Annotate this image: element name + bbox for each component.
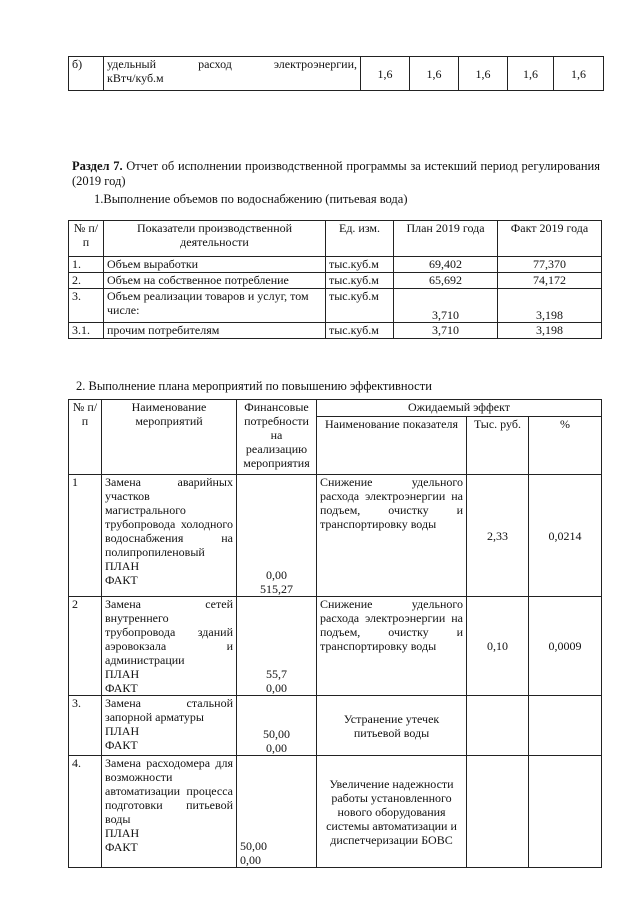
row-plan-label: ПЛАН (105, 724, 140, 738)
row-fact-value: 0,00 (266, 681, 287, 695)
row-thous (467, 696, 529, 756)
row-plan-value: 50,00 (240, 839, 267, 853)
row-num: 1 (69, 475, 102, 597)
header-unit: Ед. изм. (326, 221, 394, 257)
header-num: № п/п (69, 400, 102, 475)
row-name (102, 475, 237, 597)
top-row-index: б) (69, 57, 104, 91)
section7-label: Раздел 7. (72, 159, 123, 173)
top-row-label (104, 57, 361, 91)
table-row (69, 273, 602, 289)
row-name-text: Замена сетей внутреннего трубопровода зданий аэровокзала и администрации (105, 597, 233, 667)
row-name: Объем на собственное потребление (104, 273, 326, 289)
row-plan-label: ПЛАН (105, 826, 140, 840)
top-value: 1,6 (459, 57, 508, 91)
header-indicator: Показатели производственной деятельности (104, 221, 326, 257)
row-plan-value: 0,00 (266, 568, 287, 582)
row-num: 3. (69, 289, 104, 323)
subtitle-measures: 2. Выполнение плана мероприятий по повышению эффективности (76, 379, 432, 393)
section7-heading (72, 159, 600, 189)
row-fact: 74,172 (498, 273, 602, 289)
row-fact-value: 515,27 (260, 582, 293, 596)
row-fact-value: 0,00 (240, 853, 261, 867)
label-word: расход (198, 57, 232, 71)
row-thous: 0,10 (467, 597, 529, 696)
top-value: 1,6 (361, 57, 410, 91)
label-unit: кВтч/куб.м (107, 71, 164, 85)
header-effect: Ожидаемый эффект (317, 400, 602, 417)
row-fact: 3,198 (498, 289, 602, 323)
row-name-text: Замена стальной запорной арматуры (105, 696, 233, 724)
top-value: 1,6 (508, 57, 554, 91)
table-row (69, 323, 602, 339)
row-plan: 3,710 (394, 323, 498, 339)
header-thous: Тыс. руб. (467, 417, 529, 475)
row-thous (467, 756, 529, 868)
table-row (69, 257, 602, 273)
row-percent (529, 756, 602, 868)
row-unit: тыс.куб.м (326, 257, 394, 273)
row-name: Объем выработки (104, 257, 326, 273)
row-name: прочим потребителям (104, 323, 326, 339)
row-plan: 3,710 (394, 289, 498, 323)
table-row (69, 597, 602, 696)
table-row (69, 756, 602, 868)
row-plan-value: 55,7 (266, 667, 287, 681)
row-unit: тыс.куб.м (326, 273, 394, 289)
row-fact-label: ФАКТ (105, 840, 138, 854)
top-value: 1,6 (410, 57, 459, 91)
row-thous: 2,33 (467, 475, 529, 597)
header-indicator: Наименование показателя (317, 417, 467, 475)
row-name: Объем реализации товаров и услуг, том числе: (104, 289, 326, 323)
header-fact: Факт 2019 года (498, 221, 602, 257)
row-num: 1. (69, 257, 104, 273)
label-word: удельный (107, 57, 157, 71)
row-num: 2. (69, 273, 104, 289)
header-finance: Финансовые потребности на реализацию мероприятия (237, 400, 317, 475)
row-name-text: Замена аварийных участков магистрального трубопровода холодного водоснабжения на полипропиленовый (105, 475, 233, 559)
row-indicator: Увеличение надежности работы установленного нового оборудования системы автоматизации и диспетчеризации БОВС (317, 756, 467, 868)
header-name: Наименование мероприятий (102, 400, 237, 475)
row-fact: 77,370 (498, 257, 602, 273)
row-indicator: Снижение удельного расхода электроэнергии на подъем, очистку и транспортировку воды (317, 475, 467, 597)
row-name (102, 597, 237, 696)
row-fact-label: ФАКТ (105, 681, 138, 695)
top-table (68, 56, 604, 91)
header-percent: % (529, 417, 602, 475)
row-fact: 3,198 (498, 323, 602, 339)
label-word: электроэнергии, (273, 57, 357, 71)
row-unit: тыс.куб.м (326, 323, 394, 339)
row-finance (237, 597, 317, 696)
row-name (102, 696, 237, 756)
header-plan: План 2019 года (394, 221, 498, 257)
row-finance (237, 696, 317, 756)
row-fact-label: ФАКТ (105, 738, 138, 752)
row-plan-label: ПЛАН (105, 559, 140, 573)
table-row (69, 696, 602, 756)
row-num: 3. (69, 696, 102, 756)
row-indicator: Устранение утечек питьевой воды (317, 696, 467, 756)
top-value: 1,6 (554, 57, 604, 91)
row-num: 3.1. (69, 323, 104, 339)
row-indicator: Снижение удельного расхода электроэнергии на подъем, очистку и транспортировку воды (317, 597, 467, 696)
row-plan: 69,402 (394, 257, 498, 273)
header-num: № п/п (69, 221, 104, 257)
volumes-table (68, 220, 602, 339)
row-name-text: Замена расходомера для возможности автоматизации процесса подготовки питьевой воды (105, 756, 233, 826)
row-fact-value: 0,00 (266, 741, 287, 755)
row-finance (237, 475, 317, 597)
row-unit: тыс.куб.м (326, 289, 394, 323)
table-row (69, 475, 602, 597)
row-finance (237, 756, 317, 868)
table-row (69, 289, 602, 323)
row-name (102, 756, 237, 868)
row-plan-label: ПЛАН (105, 667, 140, 681)
row-plan: 65,692 (394, 273, 498, 289)
row-plan-value: 50,00 (263, 727, 290, 741)
row-percent: 0,0214 (529, 475, 602, 597)
measures-table (68, 399, 602, 868)
row-num: 4. (69, 756, 102, 868)
row-percent: 0,0009 (529, 597, 602, 696)
row-percent (529, 696, 602, 756)
subtitle-volumes: 1.Выполнение объемов по водоснабжению (питьевая вода) (94, 192, 408, 206)
row-fact-label: ФАКТ (105, 573, 138, 587)
row-num: 2 (69, 597, 102, 696)
section7-title: Отчет об исполнении производственной программы за истекший период регулирования (2019 год) (72, 159, 600, 188)
